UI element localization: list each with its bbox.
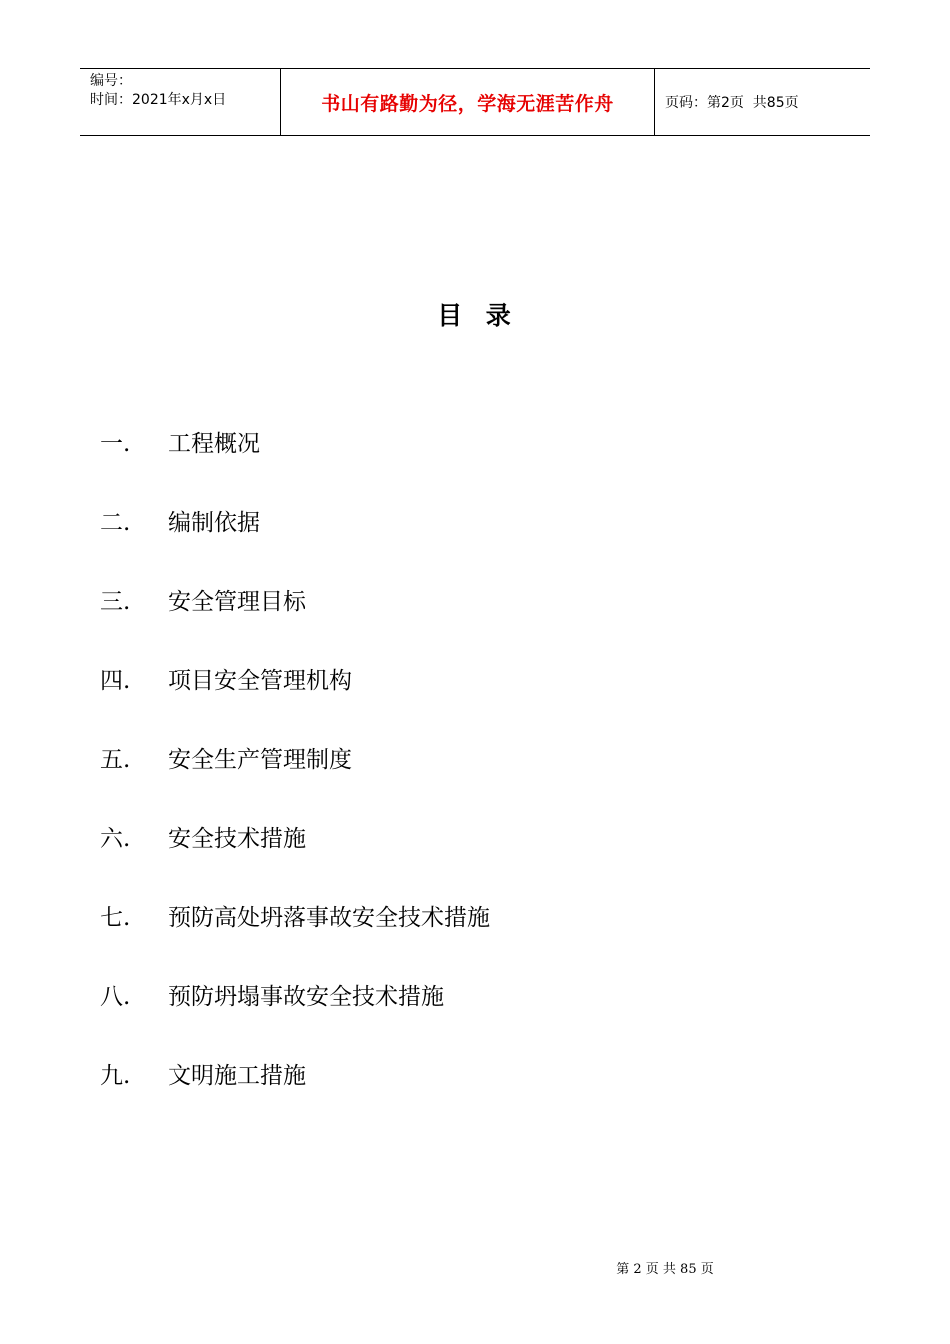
document-header (80, 68, 870, 136)
toc-item (100, 1057, 490, 1136)
toc-item (100, 741, 490, 820)
toc-item-number: 一. (100, 431, 131, 457)
number-label: 编号： (90, 73, 132, 89)
toc-item (100, 662, 490, 741)
toc-item-number: 二. (100, 510, 131, 536)
header-page-cell (655, 69, 870, 135)
toc-item (100, 899, 490, 978)
toc-item-text: 项目安全管理机构 (168, 668, 352, 694)
page-footer: 第 2 页 共 85 页 (616, 1262, 714, 1277)
toc-item (100, 583, 490, 662)
toc-item-text: 安全管理目标 (168, 589, 306, 615)
toc-item (100, 978, 490, 1057)
toc-item-text: 预防坍塌事故安全技术措施 (168, 984, 444, 1010)
toc-item-text: 预防高处坍落事故安全技术措施 (168, 905, 490, 931)
time-label: 时间：2021年x月x日 (90, 92, 227, 108)
header-motto-cell (281, 69, 655, 135)
toc-item-text: 工程概况 (168, 431, 260, 457)
toc-item-text: 安全技术措施 (168, 826, 306, 852)
toc-item-number: 八. (100, 984, 131, 1010)
page-info: 页码：第2页 共85页 (665, 95, 799, 111)
toc-item-number: 三. (100, 589, 131, 615)
toc-item-number: 九. (100, 1063, 131, 1089)
toc-list (100, 425, 490, 1136)
toc-item-number: 六. (100, 826, 131, 852)
toc-item (100, 425, 490, 504)
toc-item-text: 文明施工措施 (168, 1063, 306, 1089)
header-meta-cell (80, 69, 281, 135)
toc-item-number: 七. (100, 905, 131, 931)
toc-item (100, 504, 490, 583)
motto-text: 书山有路勤为径，学海无涯苦作舟 (321, 92, 614, 115)
toc-title: 目 录 (437, 301, 513, 330)
toc-item-text: 安全生产管理制度 (168, 747, 352, 773)
toc-item (100, 820, 490, 899)
toc-item-text: 编制依据 (168, 510, 260, 536)
toc-item-number: 四. (100, 668, 131, 694)
toc-item-number: 五. (100, 747, 131, 773)
